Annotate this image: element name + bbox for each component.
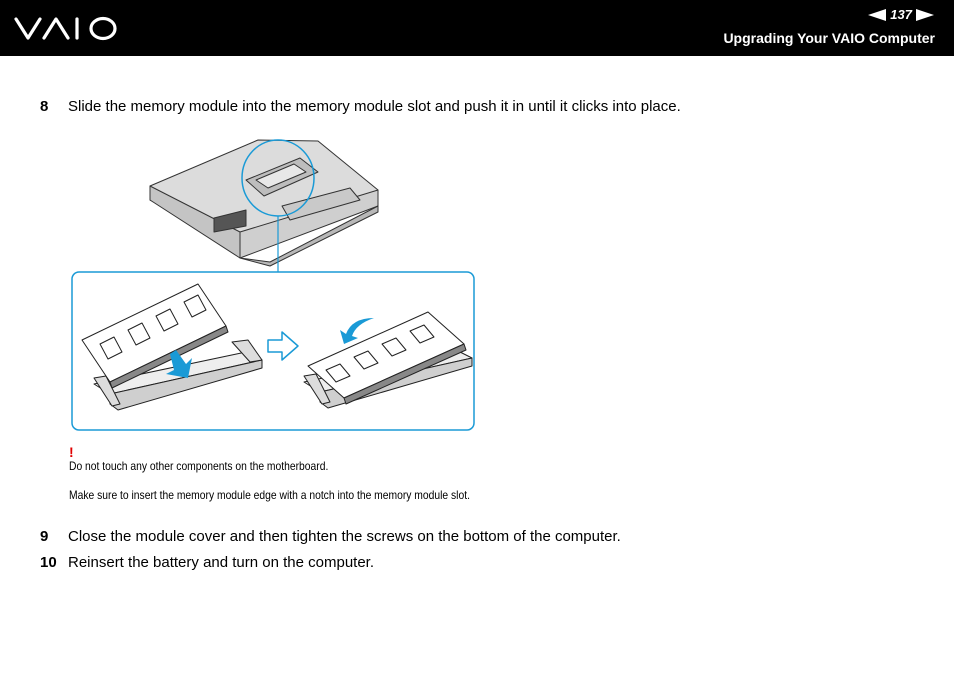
step-9 bbox=[40, 528, 621, 545]
caution-note-2: Make sure to insert the memory module edge with a notch into the memory module slot. bbox=[69, 488, 470, 502]
caution-mark: ! bbox=[69, 444, 74, 460]
step-8 bbox=[40, 98, 681, 115]
page-number: 137 bbox=[890, 7, 912, 22]
step-10 bbox=[40, 554, 374, 571]
laptop-bottom-view bbox=[150, 140, 378, 266]
step-text: Slide the memory module into the memory module slot and push it in until it clicks into place. bbox=[68, 98, 681, 115]
page-header bbox=[0, 0, 954, 56]
section-title: Upgrading Your VAIO Computer bbox=[723, 30, 935, 46]
caution-note-1: Do not touch any other components on the motherboard. bbox=[69, 459, 329, 473]
step-text: Reinsert the battery and turn on the computer. bbox=[68, 554, 375, 571]
step-number: 8 bbox=[40, 98, 49, 115]
next-page-arrow-icon[interactable] bbox=[916, 9, 934, 21]
vaio-logo bbox=[14, 14, 120, 42]
previous-page-arrow-icon[interactable] bbox=[868, 9, 886, 21]
step-number: 10 bbox=[40, 554, 57, 571]
step-number: 9 bbox=[40, 528, 49, 545]
memory-module-illustration bbox=[70, 130, 480, 435]
page-navigation bbox=[868, 7, 934, 23]
step-text: Close the module cover and then tighten the screws on the bottom of the computer. bbox=[68, 528, 621, 545]
